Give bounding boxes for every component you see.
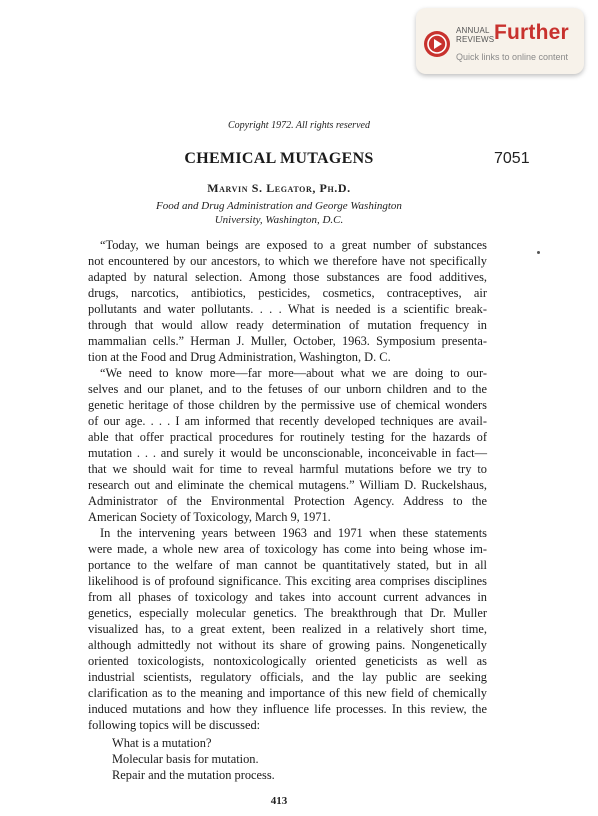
topic-item: What is a mutation? [112, 736, 212, 750]
page-number: 413 [270, 795, 288, 807]
annual-reviews-wordmark [456, 26, 494, 44]
body-line: “We need to know more—far more—about what we are doing to our- [100, 366, 487, 380]
body-line: although admittedly not without its share of growing pains. Nongenetically [88, 638, 487, 652]
body-line: genetics, especially molecular genetics. The breakthrough that Dr. Muller [88, 606, 487, 620]
body-line: American Society of Toxicology, March 9, 1971. [88, 510, 331, 524]
body-line: “Today, we human beings are exposed to a great number of substances [100, 238, 487, 252]
body-line: through that would allow ready determination of mutation frequency in [88, 318, 487, 332]
body-line: tion at the Food and Drug Administration, Washington, D. C. [88, 350, 391, 364]
brand-line-2: REVIEWS [456, 35, 495, 44]
body-line: mammalian cells.” Herman J. Muller, October, 1963. Symposium presenta- [88, 334, 487, 348]
author-affiliation [0, 199, 558, 227]
affiliation-line-2: University, Washington, D.C. [214, 214, 344, 226]
body-line: industrial scientists, regulatory officials, and the lay public are seeking [88, 670, 487, 684]
body-line: Administrator of the Environmental Protection Agency. Address to the [88, 494, 487, 508]
article-title: CHEMICAL MUTAGENS [184, 150, 374, 167]
topic-item: Repair and the mutation process. [112, 768, 275, 782]
further-label[interactable]: Further [494, 21, 569, 44]
author-name: Marvin S. Legator, Ph.D. [207, 181, 351, 195]
body-line: that we should wait for time to reveal harmful mutations before we try to [88, 462, 487, 476]
annual-reviews-logo-icon [424, 31, 450, 57]
body-line: were made, a whole new area of toxicology has come into being whose im- [88, 542, 487, 556]
copyright-notice: Copyright 1972. All rights reserved [228, 120, 370, 131]
brand-line-1: ANNUAL [456, 26, 490, 35]
document-number: 7051 [494, 150, 530, 167]
scan-mark [537, 251, 540, 254]
body-line: genetic heritage of those children by the permissive use of chemical wonders [88, 398, 487, 412]
body-line: drugs, narcotics, antibiotics, pesticides, cosmetics, contraceptives, air [88, 286, 487, 300]
body-line: mutation . . . and surely it would be unconscionable, inconceivable in fact— [88, 446, 487, 460]
body-line: following topics will be discussed: [88, 718, 261, 732]
body-line: clarification as to the meaning and importance of this new field of chemically [88, 686, 487, 700]
body-line: research out and eliminate the chemical mutagens.” William D. Ruckelshaus, [88, 478, 487, 492]
body-line: selves and our planet, and to the fetuses of our unborn children and to the [88, 382, 487, 396]
further-links-banner[interactable] [416, 8, 584, 74]
body-line: visualized has, to a great extent, been realized in a relatively short time, [88, 622, 487, 636]
body-line: oriented toxicologists, nontoxicologically oriented geneticists as well as [88, 654, 487, 668]
affiliation-line-1: Food and Drug Administration and George Washington [156, 200, 402, 212]
body-line: not encountered by our ancestors, to which we therefore have not specifically [88, 254, 487, 268]
topic-item: Molecular basis for mutation. [112, 752, 259, 766]
body-line: induced mutations and how they influence life processes. In this review, the [88, 702, 487, 716]
body-line: pollutants and water pollutants. . . . What is needed is a scientific break- [88, 302, 487, 316]
further-tagline: Quick links to online content [456, 52, 569, 62]
body-line: likelihood is of profound significance. This exciting area comprises disciplines [88, 574, 487, 588]
body-line: from all phases of toxicology and takes into account current advances in [88, 590, 487, 604]
body-line: portance to the welfare of man cannot be quantitatively stated, but in all [88, 558, 487, 572]
body-line: In the intervening years between 1963 and 1971 when these statements [100, 526, 487, 540]
body-line: of our age. . . . I am informed that recently developed techniques are avail- [88, 414, 487, 428]
body-line: adapted by natural selection. Among those substances are food additives, [88, 270, 487, 284]
body-line: able that offer practical procedures for routinely testing for the hazards of [88, 430, 487, 444]
